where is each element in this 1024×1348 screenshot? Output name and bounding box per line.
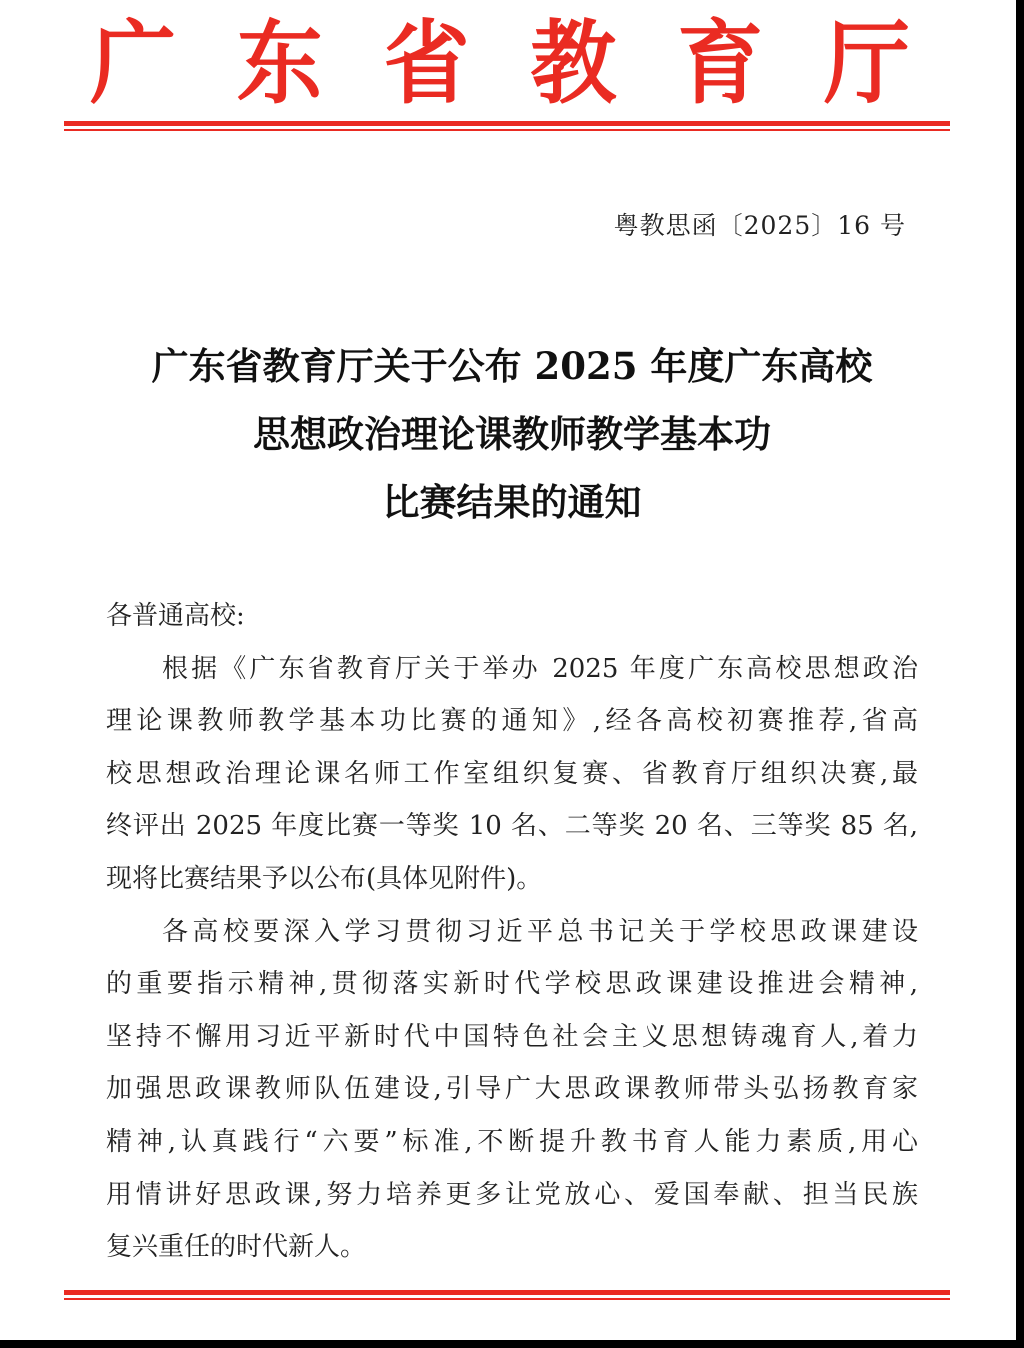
text-line: 根据《广东省教育厅关于举办 2025 年度广东高校思想政治 [162,653,918,684]
text-line: 精神,认真践行“六要”标准,不断提升教书育人能力素质,用心 [106,1126,918,1157]
text-line: 各高校要深入学习贯彻习近平总书记关于学校思政课建设 [162,916,918,947]
header-divider [64,121,950,131]
title-line: 比赛结果的通知 [382,480,642,524]
text-line: 加强思政课教师队伍建设,引导广大思政课教师带头弘扬教育家 [106,1074,918,1105]
masthead-char: 广 [90,10,176,117]
text-line: 校思想政治理论课名师工作室组织复赛、省教育厅组织决赛,最 [106,758,918,789]
text-line: 现将比赛结果予以公布(具体见附件)。 [106,863,543,894]
text-line: 理论课教师教学基本功比赛的通知》,经各高校初赛推荐,省高 [106,706,918,737]
document-number: 粤教思函〔2025〕16 号 [613,211,906,240]
title-line: 广东省教育厅关于公布 2025 年度广东高校 [151,344,873,388]
masthead-char: 育 [677,10,764,117]
masthead-char: 教 [530,10,617,117]
paragraph-1 [106,643,918,906]
masthead-char: 厅 [823,10,910,117]
text-line: 复兴重任的时代新人。 [106,1232,367,1263]
masthead-char: 省 [383,10,470,117]
document-title [64,332,960,536]
footer-divider [64,1290,950,1300]
text-line: 用情讲好思政课,努力培养更多让党放心、爱国奉献、担当民族 [106,1179,918,1210]
document-body [106,590,918,1274]
text-line: 坚持不懈用习近平新时代中国特色社会主义思想铸魂育人,着力 [106,1021,918,1052]
paragraph-2 [106,906,918,1274]
masthead [90,10,910,117]
title-line: 思想政治理论课教师教学基本功 [253,412,771,456]
text-line: 终评出 2025 年度比赛一等奖 10 名、二等奖 20 名、三等奖 85 名, [106,811,918,842]
text-line: 的重要指示精神,贯彻落实新时代学校思政课建设推进会精神, [106,969,918,1000]
salutation: 各普通高校: [106,601,245,631]
masthead-char: 东 [236,10,323,117]
